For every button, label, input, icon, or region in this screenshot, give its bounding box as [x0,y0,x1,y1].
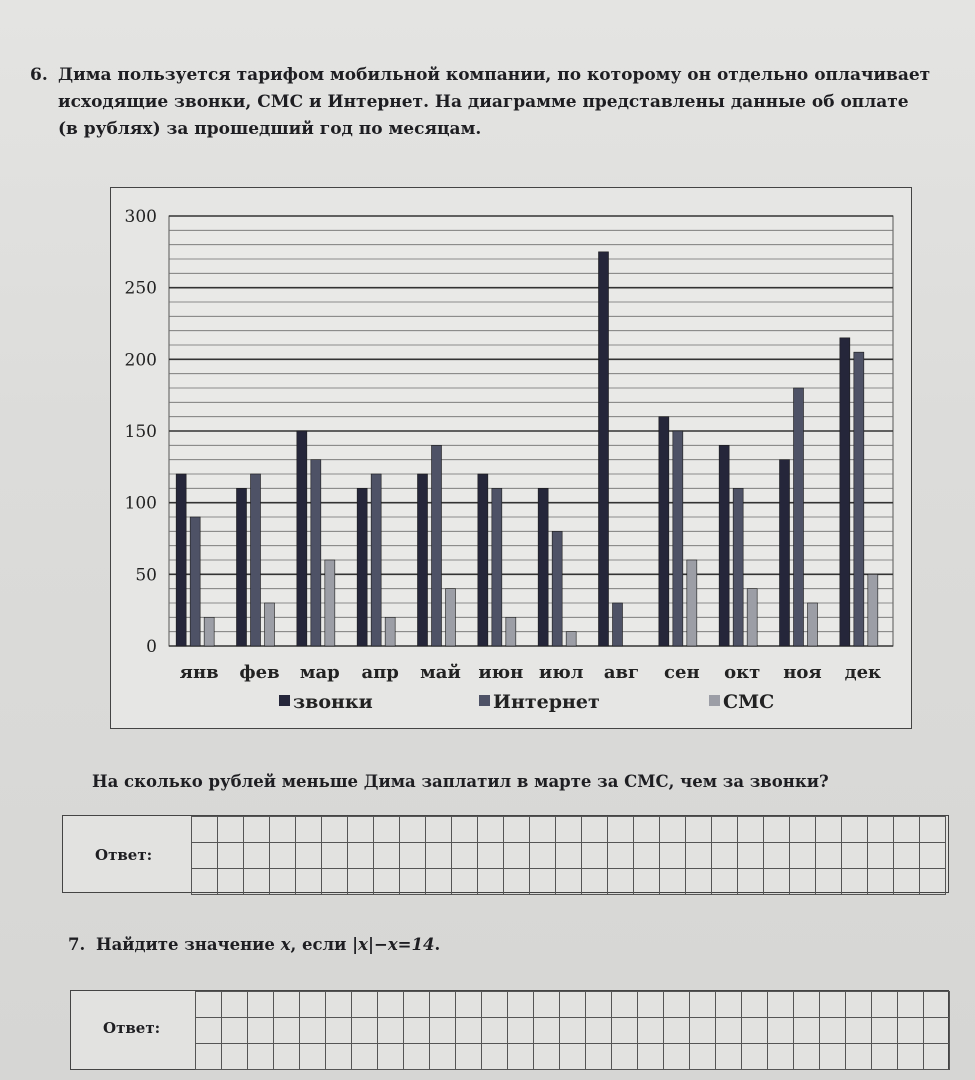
bar-chart [111,188,911,728]
answer-box-task-7 [70,990,949,1070]
bar-звонки-авг [599,252,609,646]
task-7-variable-x: x [280,935,291,954]
bar-chart-frame [110,187,912,729]
bar-звонки-мар [297,431,307,646]
bar-СМС-май [446,589,456,646]
x-tick-label: сен [664,662,700,683]
y-tick-label: 150 [124,422,157,442]
task-7-number: 7. [68,935,86,954]
x-tick-label: июл [538,662,584,683]
task-7-abs-x: |x| [352,935,374,954]
bar-СМС-янв [204,617,214,646]
x-tick-label: дек [844,662,882,683]
bar-звонки-май [418,474,428,646]
task-6-question: На сколько рублей меньше Дима заплатил в марте за СМС, чем за звонки? [92,772,829,791]
bar-звонки-июл [538,488,548,646]
bar-звонки-сен [659,417,669,646]
x-tick-label: янв [179,662,219,683]
bar-Интернет-ноя [794,388,804,646]
bar-СМС-фев [265,603,275,646]
answer-grid-task-6[interactable] [191,816,946,895]
task-7-text-before: Найдите значение [96,935,281,954]
task-7-statement [68,935,440,954]
bar-звонки-окт [719,445,729,646]
task-7-text-middle: , если [290,935,353,954]
y-tick-label: 200 [124,350,157,371]
task-6-line-3: (в рублях) за прошедший год по месяцам. [58,119,482,139]
bar-СМС-апр [385,617,395,646]
x-tick-label: ноя [783,662,822,683]
bar-звонки-дек [840,338,850,646]
bar-звонки-ноя [780,460,790,646]
bar-звонки-апр [357,488,367,646]
answer-label-task-7: Ответ: [103,1019,161,1037]
answer-box-task-6 [62,815,949,893]
bar-Интернет-июн [492,488,502,646]
bar-Интернет-окт [733,488,743,646]
bar-Интернет-дек [854,352,864,646]
y-tick-label: 100 [124,493,157,514]
legend-label-Интернет: Интернет [493,691,600,713]
bar-СМС-ноя [808,603,818,646]
legend-swatch-Интернет [479,695,490,706]
answer-grid-task-7[interactable] [195,991,950,1070]
legend-swatch-звонки [279,695,290,706]
y-tick-label: 250 [124,278,157,299]
y-tick-label: 300 [124,207,157,227]
task-7-text-after: . [434,935,441,954]
bar-Интернет-сен [673,431,683,646]
task-6-line-2: исходящие звонки, СМС и Интернет. На диаграмме представлены данные об оплате [58,92,909,112]
legend-label-звонки: звонки [293,691,373,713]
bar-Интернет-авг [613,603,623,646]
task-7-equation: −x=14 [374,935,435,954]
y-tick-label: 50 [135,565,157,586]
bar-СМС-окт [747,589,757,646]
answer-label-task-6: Ответ: [95,846,153,864]
bar-звонки-июн [478,474,488,646]
bar-СМС-сен [687,560,697,646]
bar-Интернет-фев [251,474,261,646]
bar-Интернет-июл [552,531,562,646]
x-tick-label: авг [603,662,640,683]
x-tick-label: май [420,662,461,683]
x-tick-label: мар [299,662,340,683]
bar-Интернет-май [432,445,442,646]
bar-СМС-июн [506,617,516,646]
bar-Интернет-мар [311,460,321,646]
x-tick-label: окт [724,662,761,683]
task-6-number: 6. [30,65,48,85]
bar-звонки-фев [237,488,247,646]
bar-СМС-июл [566,632,576,646]
x-tick-label: апр [361,662,399,683]
bar-Интернет-янв [190,517,200,646]
y-tick-label: 0 [146,637,157,657]
legend-swatch-СМС [709,695,720,706]
bar-звонки-янв [176,474,186,646]
task-6-statement [30,62,955,143]
task-6-line-1: Дима пользуется тарифом мобильной компании, по которому он отдельно оплачивает [58,65,931,85]
bar-Интернет-апр [371,474,381,646]
x-tick-label: фев [239,662,280,683]
x-tick-label: июн [478,662,524,683]
legend-label-СМС: СМС [723,691,775,713]
bar-СМС-мар [325,560,335,646]
bar-СМС-дек [868,574,878,646]
